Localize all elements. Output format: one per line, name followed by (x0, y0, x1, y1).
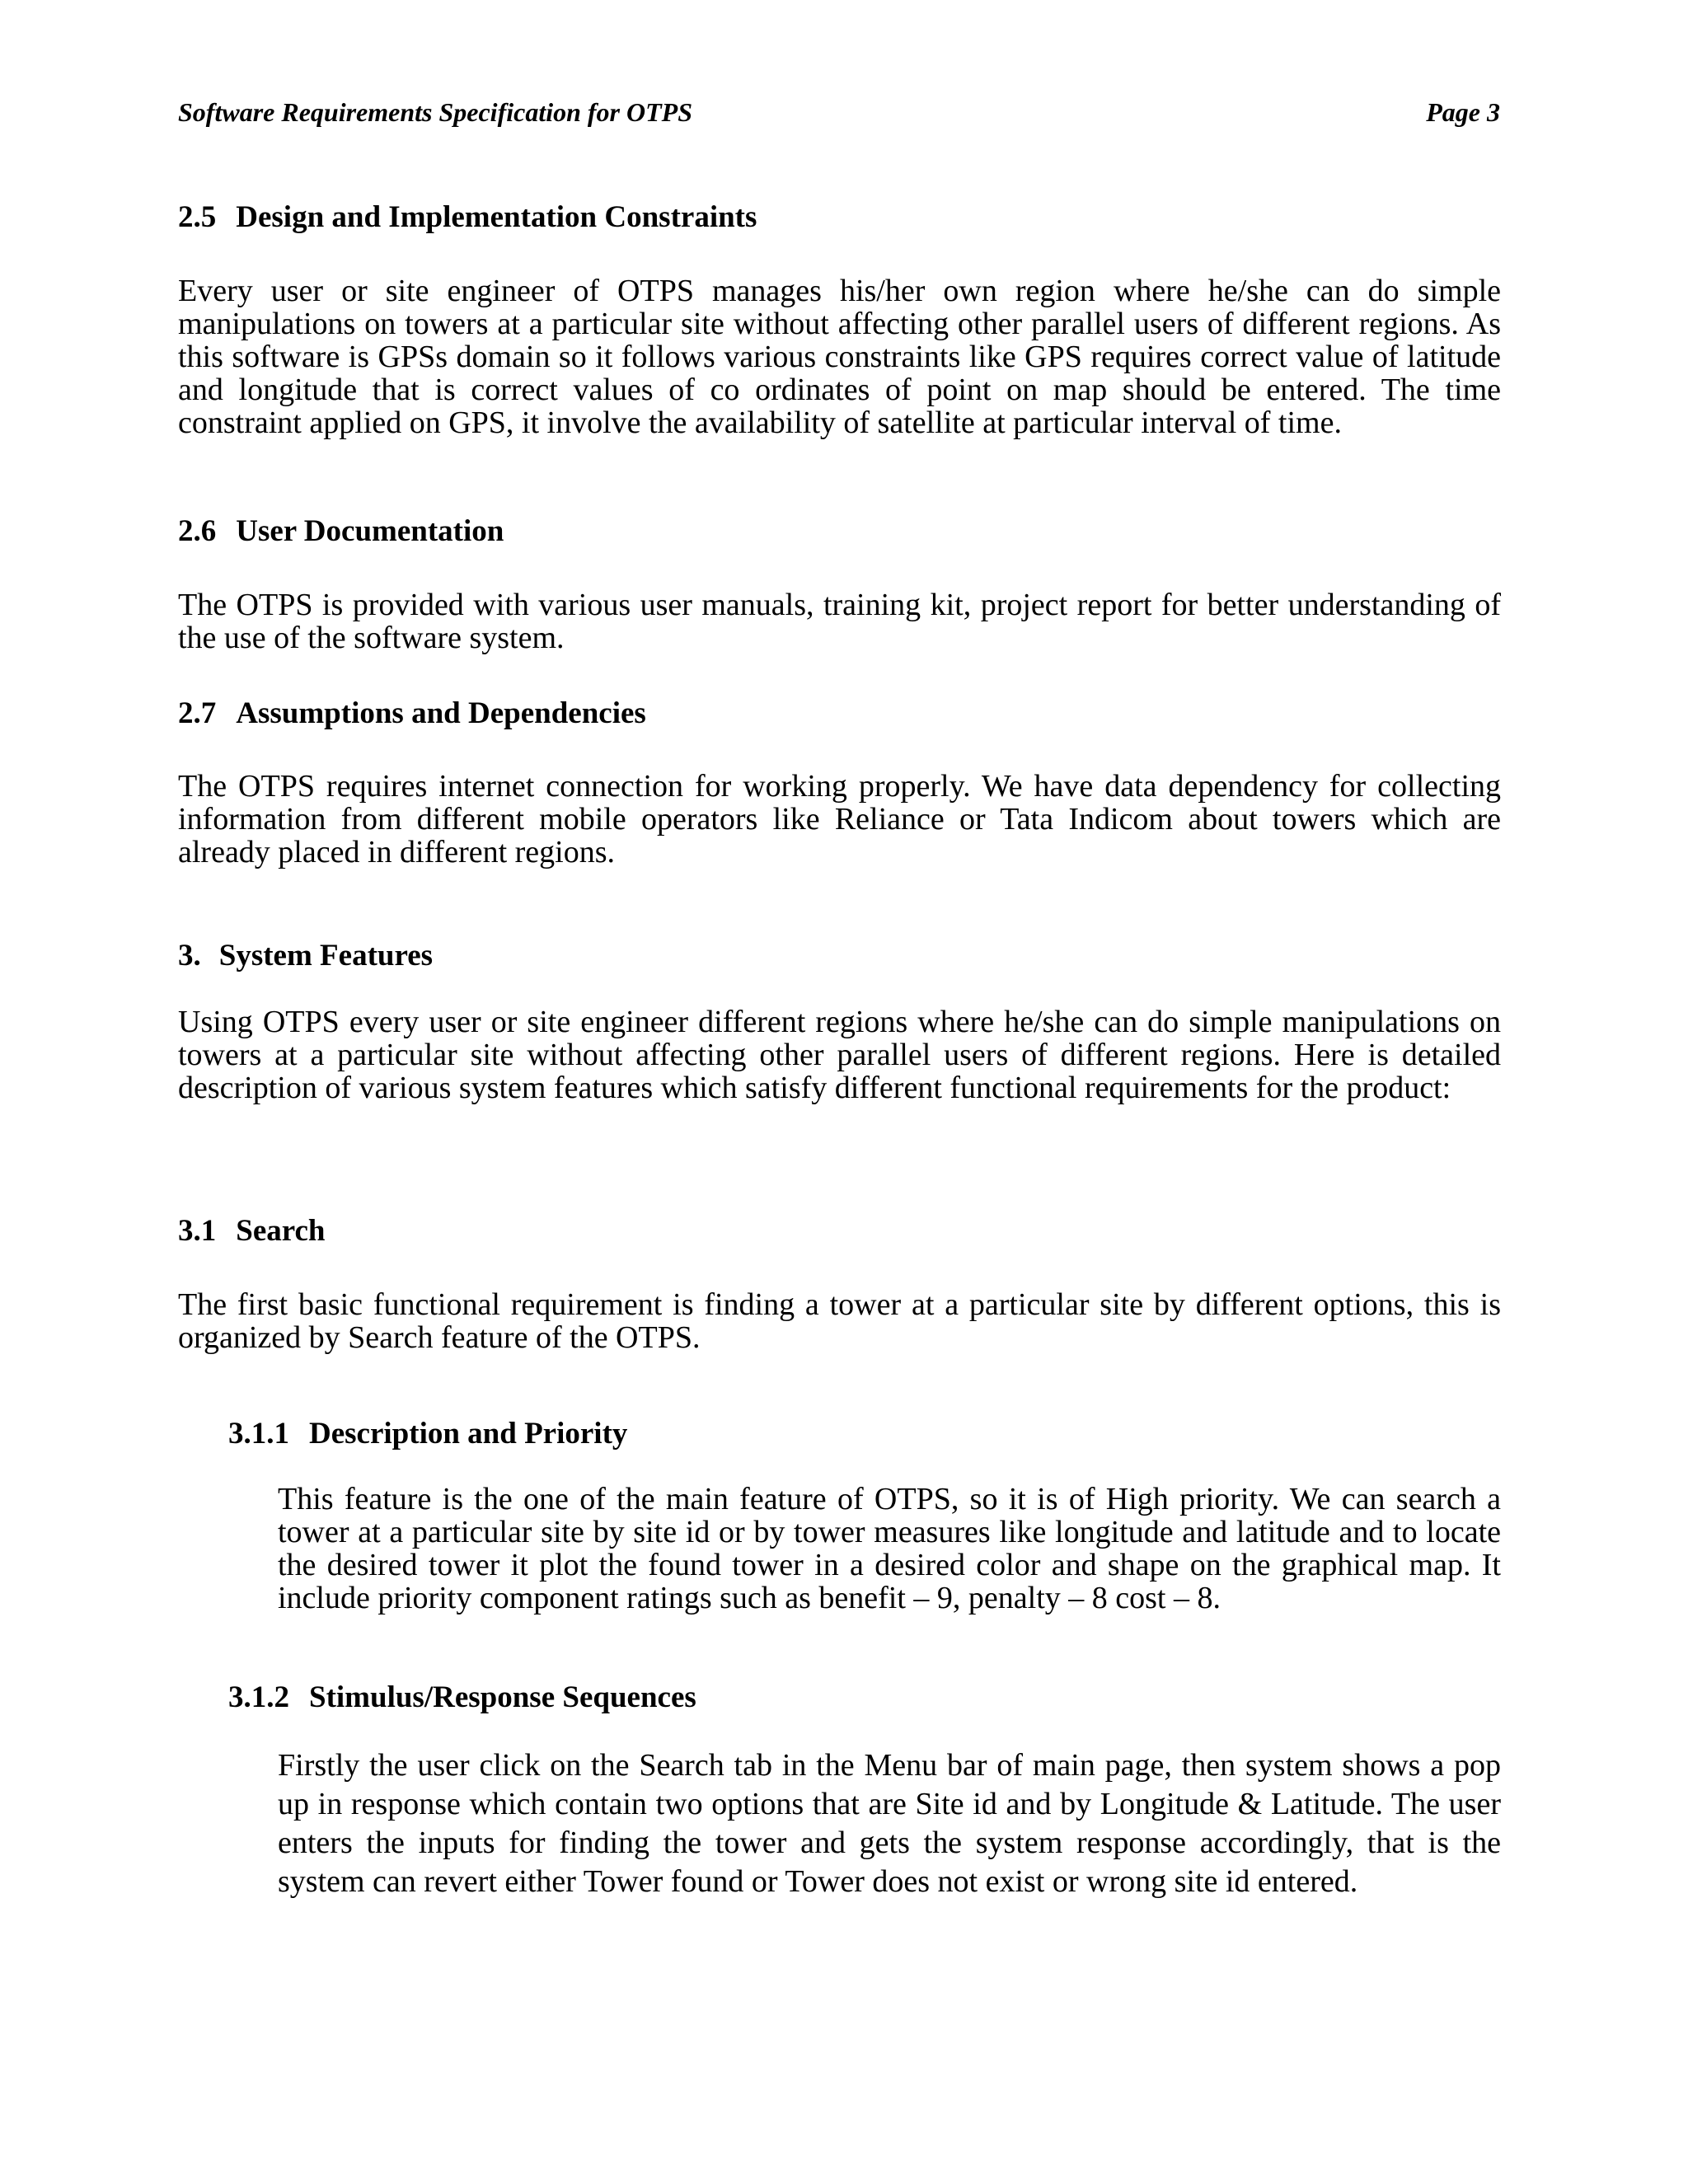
section-body-2-5: Every user or site engineer of OTPS manages his/her own region where he/she can do simple manipulations on towers at a particular site without affecting other parallel users of different regions. As this software is GPSs domain so it follows various constraints like GPS requires correct value of latitude and longitude that is correct values of co ordinates of point on map should be entered. The time constraint applied on GPS, it involve the availability of satellite at particular interval of time. (178, 274, 1501, 440)
section-title: Stimulus/Response Sequences (309, 1680, 696, 1714)
section-body-2-7: The OTPS requires internet connection for working properly. We have data dependency for collecting information from different mobile operators like Reliance or Tata Indicom about towers which are already placed in different regions. (178, 769, 1501, 869)
section-number: 3.1 (178, 1214, 217, 1248)
section-body-3-1: The first basic functional requirement is finding a tower at a particular site by different options, this is organized by Search feature of the OTPS. (178, 1287, 1501, 1355)
subsection-heading-3-1-2 (228, 1680, 696, 1716)
page-header (178, 97, 1500, 137)
section-number: 3.1.1 (228, 1417, 289, 1451)
section-title: Description and Priority (309, 1417, 628, 1451)
section-heading-2-6 (178, 513, 1501, 550)
section-heading-2-7 (178, 696, 1501, 732)
section-title: System Features (218, 939, 434, 972)
document-title: Software Requirements Specification for OTPS (178, 97, 692, 127)
section-number: 2.6 (178, 514, 217, 548)
section-number: 2.5 (178, 200, 217, 234)
section-number: 3. (178, 939, 201, 972)
page-number: Page 3 (1426, 97, 1500, 127)
section-title: User Documentation (236, 514, 504, 548)
section-body-2-6: The OTPS is provided with various user manuals, training kit, project report for better understanding of the use of the software system. (178, 588, 1501, 655)
section-body-3: Using OTPS every user or site engineer different regions where he/she can do simple manipulations on towers at a particular site without affecting other parallel users of different regions. Here is detailed description of various system features which satisfy different functional requirements for the product: (178, 1005, 1501, 1105)
section-number: 3.1.2 (228, 1680, 289, 1714)
section-title: Search (236, 1214, 326, 1248)
section-title: Assumptions and Dependencies (236, 696, 646, 730)
section-heading-3 (178, 938, 1501, 974)
subsection-body-3-1-1: This feature is the one of the main feature of OTPS, so it is of High priority. We can search a tower at a particular site by site id or by tower measures like longitude and latitude and to locate the desired tower it plot the found tower in a desired color and shape on the graphical map. It include priority component ratings such as benefit – 9, penalty – 8 cost – 8. (278, 1482, 1501, 1615)
section-number: 2.7 (178, 696, 217, 730)
section-heading-2-5 (178, 199, 1501, 236)
section-title: Design and Implementation Constraints (236, 200, 757, 234)
section-heading-3-1 (178, 1213, 1501, 1249)
subsection-heading-3-1-1 (228, 1416, 627, 1452)
subsection-body-3-1-2: Firstly the user click on the Search tab in the Menu bar of main page, then system shows a pop up in response which contain two options that are Site id and by Longitude & Latitude. The user enters the inputs for finding the tower and gets the system response accordingly, that is the system can revert either Tower found or Tower does not exist or wrong site id entered. (278, 1748, 1501, 1899)
